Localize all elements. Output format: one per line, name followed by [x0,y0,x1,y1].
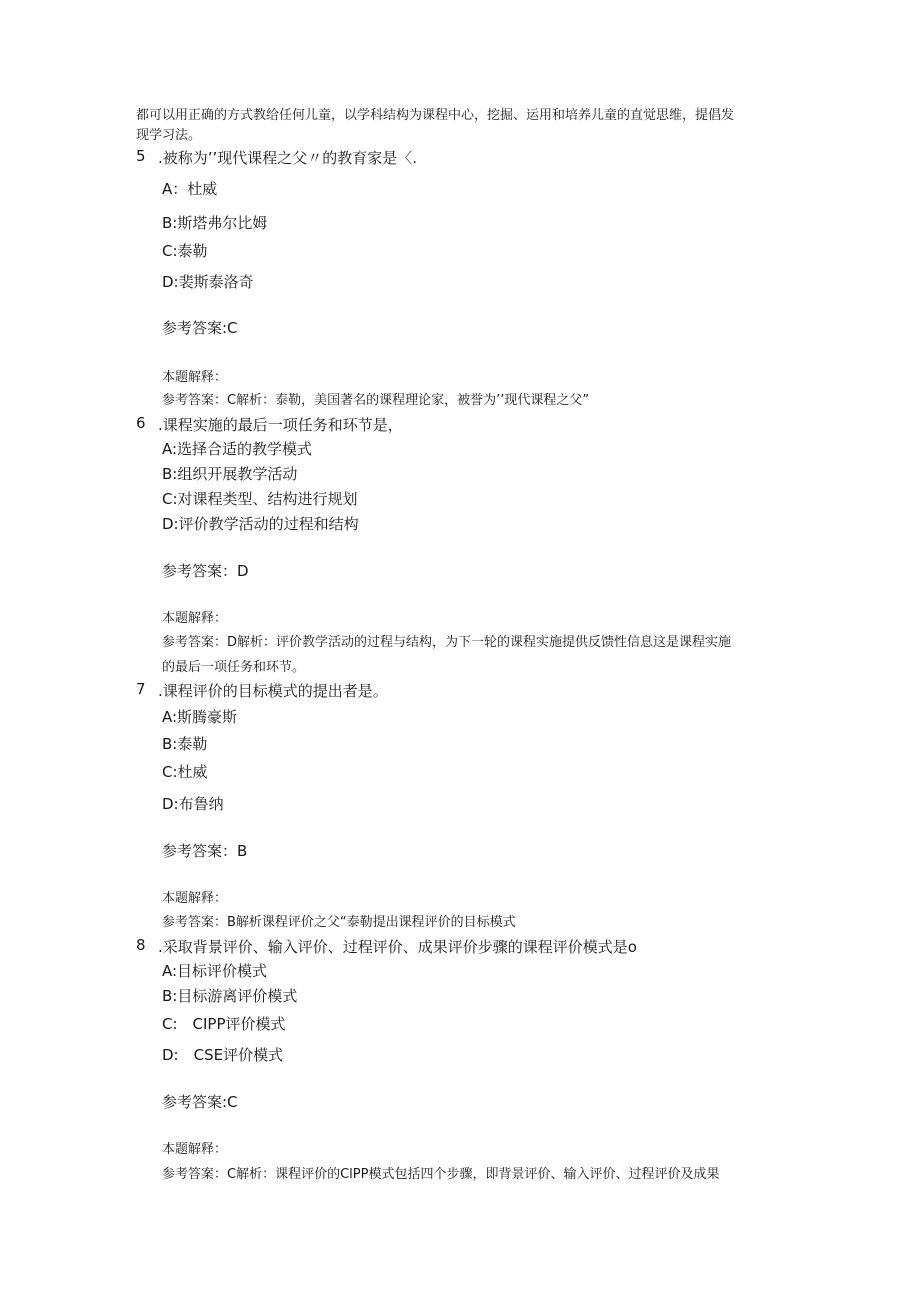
intro-line-2: 现学习法。 [136,128,202,143]
explanation-label: 本题解释： [162,611,228,626]
question-text: .课程实施的最后一项任务和环节是， [158,416,403,434]
explanation-line: 参考答案：D解析：评价教学活动的过程与结构，为下一轮的课程实施提供反馈性信息这是课程实施 [162,635,732,650]
explanation-label: 本题解释： [162,370,228,385]
option-c: C:对课程类型、结构进行规划 [162,490,358,508]
option-a: A:选择合适的教学模式 [162,440,313,458]
question-number: 7 [136,680,146,698]
explanation-line: 的最后一项任务和环节。 [162,660,306,675]
explanation-line: 参考答案：C解析：泰勒，美国著名的课程理论家，被誉为’’现代课程之父” [162,393,590,408]
answer: 参考答案：B [162,842,248,860]
question-number: 5 [136,147,146,165]
option-b: B:斯塔弗尔比姆 [162,214,268,232]
answer: 参考答案:C [162,1093,238,1111]
option-d: D:裴斯泰洛奇 [162,273,254,291]
question-text: .采取背景评价、输入评价、过程评价、成果评价步骤的课程评价模式是o [158,938,637,956]
intro-line-1: 都可以用正确的方式教给任何儿童，以学科结构为课程中心，挖掘、运用和培养儿童的直觉思维，提倡发 [136,108,735,123]
question-number: 6 [136,414,146,432]
option-b: B:组织开展教学活动 [162,465,298,483]
option-d: D:评价教学活动的过程和结构 [162,515,359,533]
option-c: C:泰勒 [162,242,208,260]
option-b: B:目标游离评价模式 [162,987,298,1005]
question-text: .被称为’’现代课程之父〃的教育家是〈. [158,149,418,167]
question-text: .课程评价的目标模式的提出者是。 [158,682,388,700]
question-number: 8 [136,936,146,954]
option-a: A：杜威 [162,180,218,198]
answer: 参考答案:C [162,319,238,337]
option-d: D: CSE评价模式 [162,1046,284,1064]
explanation-label: 本题解释： [162,1142,228,1157]
explanation-line: 参考答案：C解析：课程评价的ClPP模式包括四个步骤，即背景评价、输入评价、过程评价及成果 [162,1167,720,1182]
explanation-label: 本题解释： [162,891,228,906]
answer: 参考答案：D [162,562,249,580]
option-c: C: CIPP评价模式 [162,1015,286,1033]
option-a: A:斯腾豪斯 [162,708,238,726]
explanation-line: 参考答案：B解析课程评价之父“泰勒提出课程评价的目标模式 [162,915,516,930]
option-a: A:目标评价模式 [162,962,268,980]
option-c: C:杜威 [162,763,208,781]
option-b: B:泰勒 [162,735,208,753]
option-d: D:布鲁纳 [162,795,224,813]
